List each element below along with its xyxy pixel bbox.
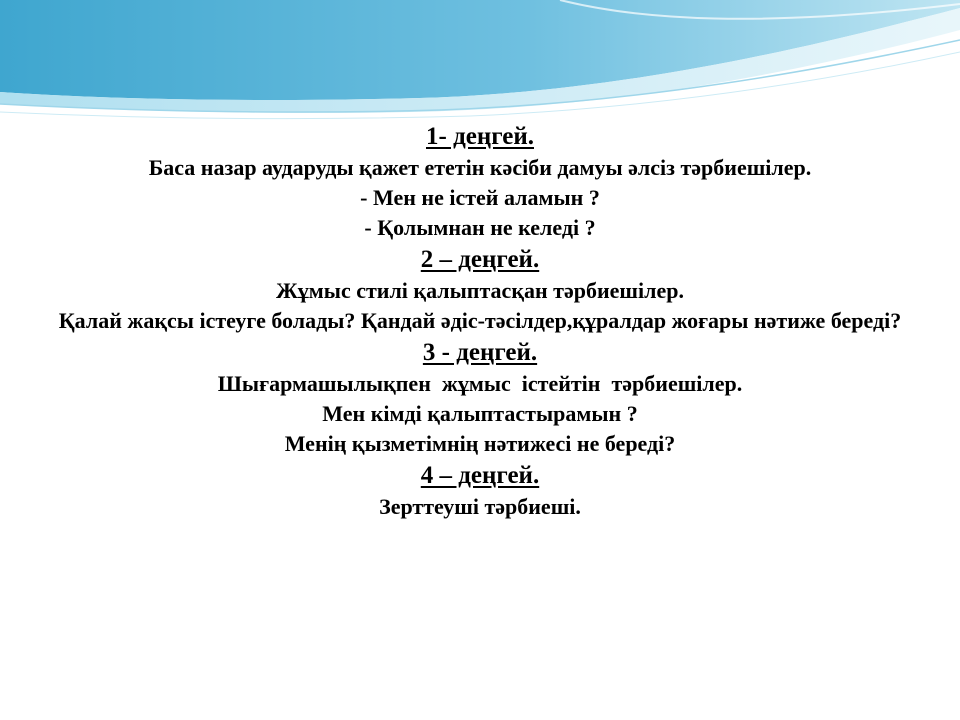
level-2-heading: 2 – деңгей. (420, 246, 540, 273)
level-3-question-2: Менің қызметімнің нәтижесі не береді? (284, 431, 676, 456)
level-3-question-1: Мен кімді қалыптастырамын ? (322, 401, 638, 426)
level-1-heading: 1- деңгей. (426, 123, 534, 150)
level-4-description: Зерттеуші тәрбиеші. (379, 494, 581, 519)
level-1-question-2: - Қолымнан не келеді ? (364, 215, 596, 240)
level-2-question: Қалай жақсы істеуге болады? Қандай әдіс-тәсілдер,құралдар жоғары нәтиже береді? (58, 308, 902, 333)
level-2-description: Жұмыс стилі қалыптасқан тәрбиешілер. (276, 278, 684, 303)
level-3-description: Шығармашылықпен жұмыс істейтін тәрбиешілер. (217, 371, 743, 396)
level-1-description: Баса назар аударуды қажет ететін кәсіби дамуы әлсіз тәрбиешілер. (148, 155, 812, 180)
level-1-question-1: - Мен не істей аламын ? (360, 185, 600, 210)
slide-content (0, 120, 960, 522)
wave-decoration (0, 0, 960, 130)
level-3-heading: 3 - деңгей. (422, 339, 538, 366)
level-4-heading: 4 – деңгей. (420, 462, 540, 489)
